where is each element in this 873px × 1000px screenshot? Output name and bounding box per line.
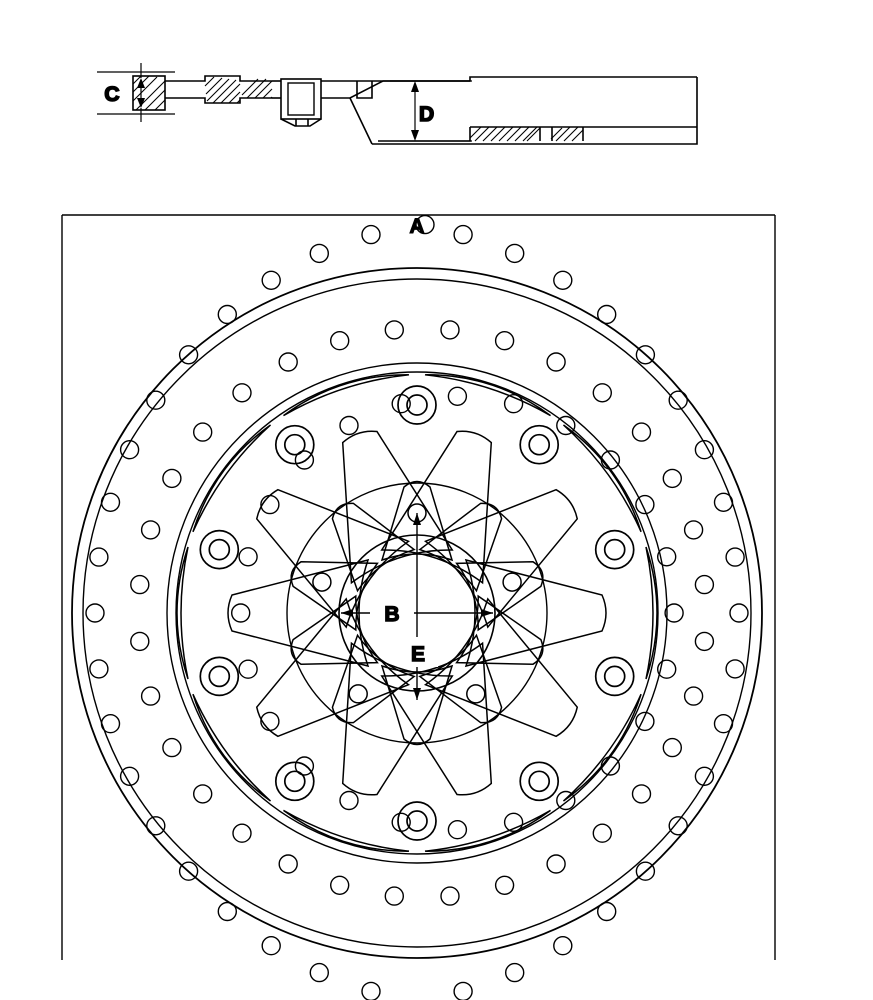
front-face-view bbox=[62, 215, 775, 1000]
dimension-label-e: E bbox=[410, 643, 426, 666]
section-left-outer-ring bbox=[133, 76, 165, 110]
section-central-hub bbox=[272, 79, 321, 126]
section-left-web bbox=[165, 76, 272, 103]
dimension-d bbox=[390, 81, 472, 141]
side-section-view bbox=[97, 63, 697, 144]
hatch-patch-right-b bbox=[551, 127, 583, 141]
hatch-patch-right-a bbox=[470, 127, 540, 141]
dimension-label-b: B bbox=[384, 603, 400, 626]
hatch-patch-left-b bbox=[242, 79, 272, 98]
dimension-label-c: C bbox=[104, 83, 120, 106]
hatch-patch-left-a bbox=[205, 77, 240, 103]
section-right-disc bbox=[321, 77, 697, 144]
dimension-label-d: D bbox=[419, 103, 435, 126]
dimension-label-a: A bbox=[409, 215, 425, 238]
